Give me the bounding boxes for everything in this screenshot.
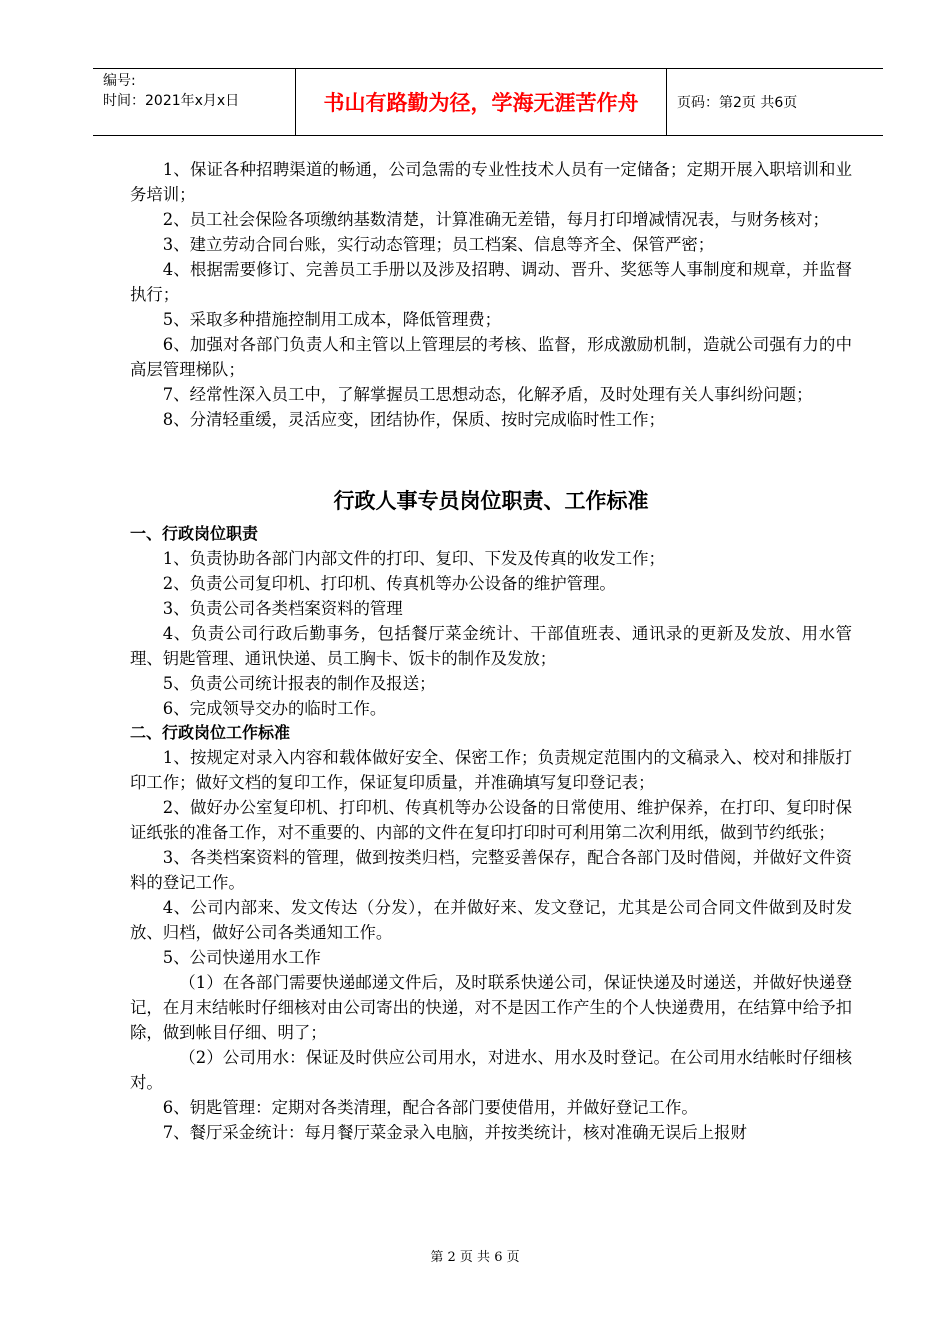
page-footer: 第 2 页 共 6 页 xyxy=(430,1250,520,1265)
section-title: 行政人事专员岗位职责、工作标准 xyxy=(333,489,649,513)
section-heading: 一、行政岗位职责 xyxy=(130,524,259,543)
section2-item: 1、按规定对录入内容和载体做好安全、保密工作；负责规定范围内的文稿录入、校对和排版打印工作；做好文档的复印工作，保证复印质量，并准确填写复印登记表； xyxy=(130,748,852,792)
section-heading: 二、行政岗位工作标准 xyxy=(130,723,291,742)
page-header xyxy=(93,68,883,136)
document-number-label: 编号: xyxy=(103,73,136,89)
document-body xyxy=(130,157,852,1145)
section1-item: 3、负责公司各类档案资料的管理 xyxy=(162,599,403,618)
section2-subitem: （2）公司用水：保证及时供应公司用水，对进水、用水及时登记。在公司用水结帐时仔细核对。 xyxy=(130,1048,852,1092)
header-page-label: 页码：第2页 共6页 xyxy=(677,95,798,111)
section2-item: 6、钥匙管理：定期对各类清理，配合各部门要使借用，并做好登记工作。 xyxy=(162,1098,698,1117)
intro-item: 8、分清轻重缓，灵活应变，团结协作，保质、按时完成临时性工作； xyxy=(162,410,665,429)
header-info xyxy=(93,69,296,135)
document-time-label: 时间：2021年x月x日 xyxy=(103,93,240,109)
intro-item: 3、建立劳动合同台账，实行动态管理；员工档案、信息等齐全、保管严密； xyxy=(162,235,715,254)
intro-item: 2、员工社会保险各项缴纳基数清楚，计算准确无差错，每月打印增减情况表，与财务核对； xyxy=(162,210,829,229)
section2-item: 4、公司内部来、发文传达（分发），在并做好来、发文登记，尤其是公司合同文件做到及时发放、归档，做好公司各类通知工作。 xyxy=(130,898,852,942)
section2-item: 7、餐厅采金统计：每月餐厅菜金录入电脑，并按类统计，核对准确无误后上报财 xyxy=(162,1123,747,1142)
section2-subitem: （1）在各部门需要快递邮递文件后，及时联系快递公司，保证快递及时递送，并做好快递登记，在月末结帐时仔细核对由公司寄出的快递，对不是因工作产生的个人快递费用，在结算中给予扣除，做到帐目仔细、明了； xyxy=(130,973,852,1042)
intro-item: 6、加强对各部门负责人和主管以上管理层的考核、监督，形成激励机制，造就公司强有力的中高层管理梯队； xyxy=(130,335,852,379)
intro-item: 4、根据需要修订、完善员工手册以及涉及招聘、调动、晋升、奖惩等人事制度和规章，并监督执行； xyxy=(130,260,852,304)
intro-item: 1、保证各种招聘渠道的畅通，公司急需的专业性技术人员有一定储备；定期开展入职培训和业务培训； xyxy=(130,160,852,204)
intro-item: 7、经常性深入员工中，了解掌握员工思想动态，化解矛盾，及时处理有关人事纠纷问题； xyxy=(162,385,813,404)
section1-item: 6、完成领导交办的临时工作。 xyxy=(162,699,387,718)
section2-item: 3、各类档案资料的管理，做到按类归档，完整妥善保存，配合各部门及时借阅，并做好文件资料的登记工作。 xyxy=(130,848,852,892)
intro-item: 5、采取多种措施控制用工成本，降低管理费； xyxy=(162,310,502,329)
section1-item: 4、负责公司行政后勤事务，包括餐厅菜金统计、干部值班表、通讯录的更新及发放、用水管理、钥匙管理、通讯快递、员工胸卡、饭卡的制作及发放； xyxy=(130,624,852,668)
section1-item: 2、负责公司复印机、打印机、传真机等办公设备的维护管理。 xyxy=(162,574,616,593)
header-motto: 书山有路勤为径，学海无涯苦作舟 xyxy=(296,69,667,135)
section1-item: 5、负责公司统计报表的制作及报送； xyxy=(162,674,436,693)
section2-item: 5、公司快递用水工作 xyxy=(162,948,321,967)
section2-item: 2、做好办公室复印机、打印机、传真机等办公设备的日常使用、维护保养，在打印、复印时保证纸张的准备工作，对不重要的、内部的文件在复印打印时可利用第二次利用纸，做到节约纸张； xyxy=(130,798,852,842)
section1-item: 1、负责协助各部门内部文件的打印、复印、下发及传真的收发工作； xyxy=(162,549,665,568)
